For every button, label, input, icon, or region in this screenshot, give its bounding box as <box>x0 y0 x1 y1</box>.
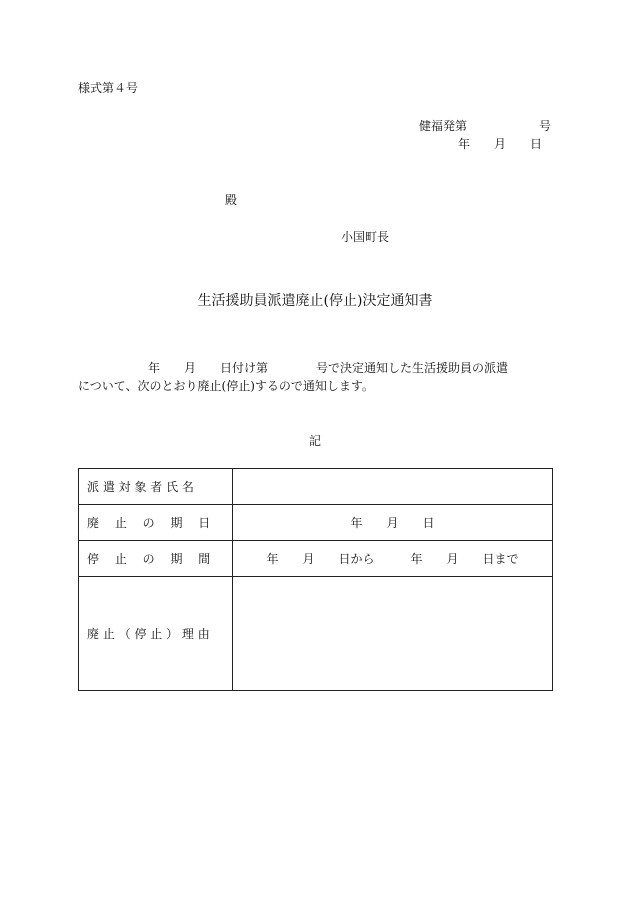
document-number-suffix: 号 <box>539 119 552 133</box>
detail-table <box>78 468 553 691</box>
row-label: 廃 止 の 期 日 <box>79 505 233 541</box>
body-text-line-2: について、次のとおり廃止(停止)するので通知します。 <box>78 379 374 393</box>
row-label: 廃 止 （ 停 止 ） 理 由 <box>79 577 233 691</box>
sender-name: 小国町長 <box>341 230 390 244</box>
row-value: 年 月 日 <box>233 505 553 541</box>
table-row-suspension-period <box>79 541 553 577</box>
table-row-recipient-name <box>79 469 553 505</box>
issue-date: 年 月 日 <box>458 137 543 151</box>
row-label: 停 止 の 期 間 <box>79 541 233 577</box>
body-text-line-1: 年 月 日付け第 号で決定通知した生活援助員の派遣 <box>148 361 509 375</box>
row-value <box>233 577 553 691</box>
row-value: 年 月 日から 年 月 日まで <box>233 541 553 577</box>
ki-heading: 記 <box>308 434 321 448</box>
form-number: 様式第４号 <box>78 81 139 95</box>
row-label: 派 遣 対 象 者 氏 名 <box>79 469 233 505</box>
document-title: 生活援助員派遣廃止(停止)決定通知書 <box>197 293 433 309</box>
row-value <box>233 469 553 505</box>
document-number-label: 健福発第 <box>419 119 468 133</box>
table-row-reason <box>79 577 553 691</box>
table-row-abolition-date <box>79 505 553 541</box>
recipient-honorific: 殿 <box>225 193 238 207</box>
